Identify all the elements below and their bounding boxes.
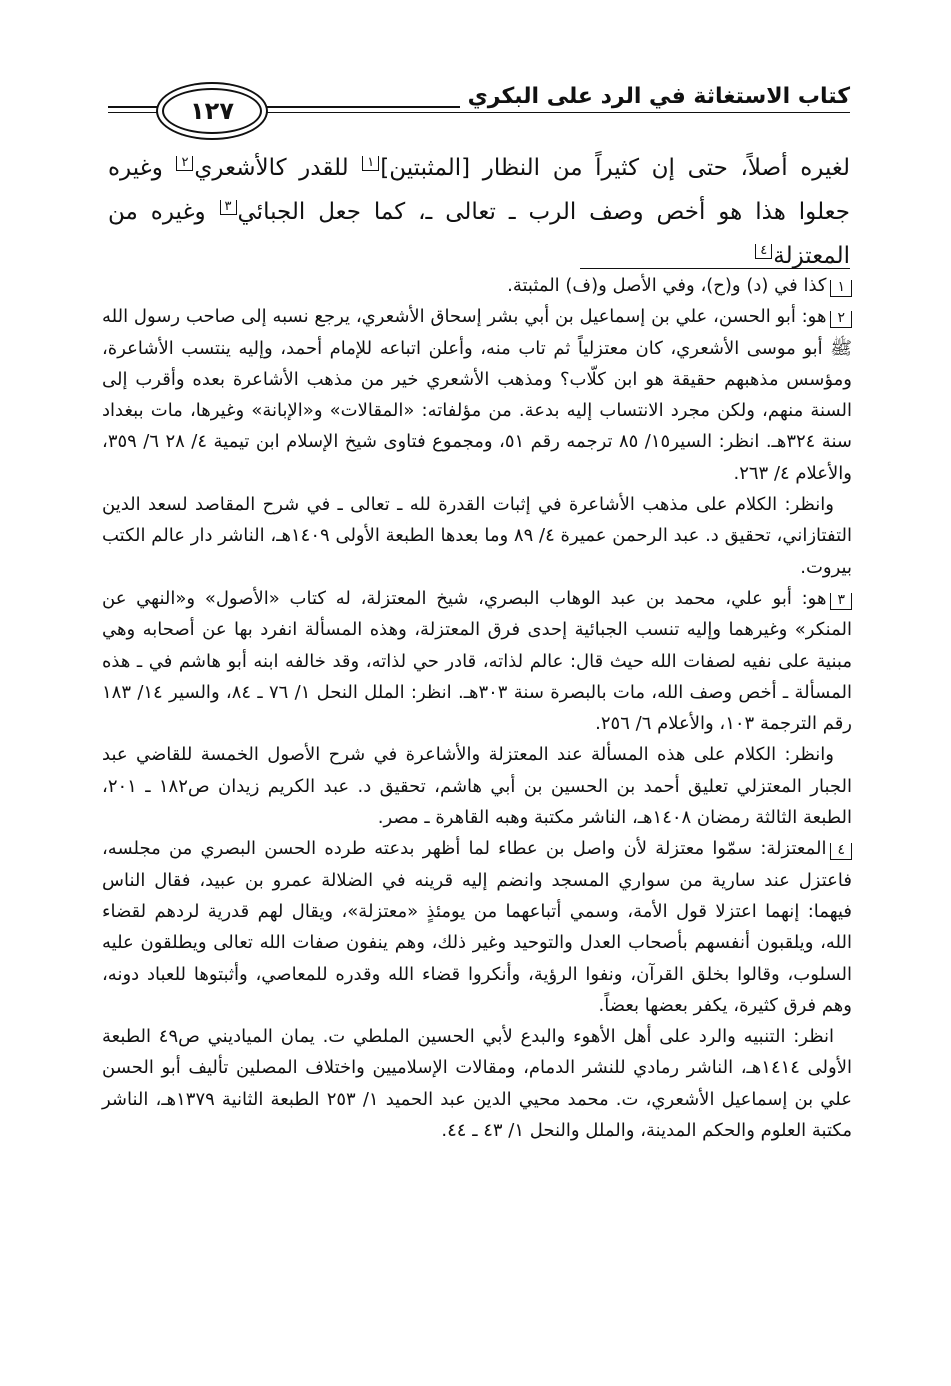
footnote-4-continuation: انظر: التنبيه والرد على أهل الأهوء والبدع لأبي الحسين الملطي ت. يمان المياديني ص٤٩ الطبعة الأولى ١٤١٤هـ، الناشر رمادي للنشر الدمام، ومقالات الإسلاميين واختلاف المصلين تأليف أبو الحسن علي بن إسماعيل الأشعري، ت. محمد محيي الدين عبد الحميد ١/ ٢٥٣ الطبعة الثانية ١٣٧٩هـ، الناشر مكتبة العلوم والحكم المدينة، والملل والنحل ١/ ٤٣ ـ ٤٤. bbox=[102, 1026, 853, 1142]
footnote-2 bbox=[102, 301, 852, 489]
footnote-text: كذا في (د) و(ح)، وفي الأصل و(ف) المثبتة. bbox=[507, 275, 827, 296]
page-header bbox=[108, 84, 850, 140]
main-text-segment: لغيره أصلاً، حتى إن كثيراً من النظار [المثبتين] bbox=[380, 155, 850, 181]
page-number-text: ١٢٧ bbox=[190, 97, 234, 125]
page-number bbox=[162, 88, 262, 134]
running-title: كتاب الاستغاثة في الرد على البكري bbox=[460, 84, 850, 109]
footnote-text: هو: أبو الحسن، علي بن إسماعيل بن أبي بشر إسحاق الأشعري، يرجع نسبه إلى صاحب رسول الله ﷺ أبو موسى الأشعري، كان معتزلياً ثم تاب منه، وأعلن اتباعه للإمام أحمد، وإليه ينتسب الأشاعرة، ومؤسس مذهبهم حقيقة هو ابن كلّاب؟ ومذهب الأشعري خير من مذهب الأشاعرة بعده وأقرب إلى السنة منهم، ولكن مجرد الانتساب إليه بدعة. من مؤلفاته: «المقالات» و«الإبانة» وغيرها، مات ببغداد سنة ٣٢٤هـ. انظر: السير١٥/ ٨٥ ترجمه رقم ٥١، ومجموع فتاوى شيخ الإسلام ابن تيمية ٤/ ٢٨ ٦/ ٣٥٩، والأعلام ٤/ ٢٦٣. bbox=[102, 306, 852, 484]
footnote-text: المعتزلة: سمّوا معتزلة لأن واصل بن عطاء لما أظهر بدعته طرده الحسن البصري من مجلسه، فاعتزل عند سارية من سواري المسجد وانضم إليه قرينه في الضلالة عمرو بن عبيد، فقال الناس فيهما: إنهما اعتزلا قول الأمة، وسمي أتباعهما من يومئذٍ «معتزلة»، ويقال لهم قدرية لردهم لقضاء الله، ويلقبون أنفسهم بأصحاب العدل والتوحيد وغير ذلك، وهم ينفون صفات الله تعالى ويطلقون عليه السلوب، وقالوا بخلق القرآن، ونفوا الرؤية، وأنكروا قضاء الله وقدره للمعاصي، وأثبتوها للعباد دونه، وهم فرق كثيرة، يكفر بعضها بعضاً. bbox=[102, 838, 852, 1016]
main-text-segment: هذا هو أخص وصف الرب ـ تعالى ـ، كما جعل الجبائي bbox=[237, 199, 786, 225]
footnote-ref-2[interactable]: ٢ bbox=[176, 156, 193, 171]
footnotes bbox=[102, 270, 852, 1146]
footnote-2-continuation: وانظر: الكلام على مذهب الأشاعرة في إثبات القدرة لله ـ تعالى ـ في شرح المقاصد لسعد الدين التفتازاني، تحقيق د. عبد الرحمن عميرة ٤/ ٨٩ وما بعدها الطبعة الأولى ١٤٠٩هـ، الناشر دار عالم الكتب بيروت. bbox=[102, 494, 852, 578]
footnote-1 bbox=[102, 270, 852, 301]
footnote-3-continuation: وانظر: الكلام على هذه المسألة عند المعتزلة والأشاعرة في شرح الأصول الخمسة للقاضي عبد الجبار المعتزلي تعليق أحمد بن الحسين بن أبي هاشم، تحقيق د. عبد الكريم زيدان ص١٨٢ ـ ٢٠١، الطبعة الثالثة رمضان ١٤٠٨هـ، الناشر مكتبة وهبه القاهرة ـ مصر. bbox=[102, 744, 852, 829]
footnote-3 bbox=[102, 583, 852, 739]
footnote-4 bbox=[102, 833, 852, 1021]
footnote-number: ١ bbox=[830, 280, 852, 297]
main-text-segment: للقدر كالأشعري bbox=[194, 155, 362, 181]
header-rule-left-thin bbox=[108, 112, 160, 113]
footnote-number: ٢ bbox=[830, 311, 852, 328]
footnote-number: ٤ bbox=[830, 843, 852, 860]
header-rule-left bbox=[108, 106, 160, 108]
main-text-segment: وغيره جعلوا bbox=[108, 155, 850, 225]
footnote-text: هو: أبو علي، محمد بن عبد الوهاب البصري، شيخ المعتزلة، له كتاب «الأصول» و«النهي عن المنكر» وغيرهما وإليه تنسب الجبائية إحدى فرق المعتزلة، وهذه المسألة انفرد بها عن أصحابه وهي مبنية على نفيه لصفات الله حيث قال: عالم لذاته، قادر حي لذاته، وقد خالفه ابنه أبو هاشم في ـ هذه المسألة ـ أخص وصف الله، مات بالبصرة سنة ٣٠٣هـ. انظر: الملل النحل ١/ ٧٦ ـ ٨٤، والسير ١٤/ ١٨٣ رقم الترجمة ١٠٣، والأعلام ٦/ ٢٥٦. bbox=[102, 587, 853, 735]
footnote-ref-3[interactable]: ٣ bbox=[220, 200, 237, 215]
main-text-segment: وغيره من المعتزلة bbox=[108, 199, 850, 269]
main-text bbox=[108, 146, 850, 278]
footnote-ref-4[interactable]: ٤ bbox=[755, 244, 772, 259]
footnote-separator bbox=[580, 268, 850, 269]
header-rule-right-thin bbox=[264, 112, 850, 113]
footnote-ref-1[interactable]: ١ bbox=[362, 156, 379, 171]
footnote-number: ٣ bbox=[830, 593, 852, 610]
